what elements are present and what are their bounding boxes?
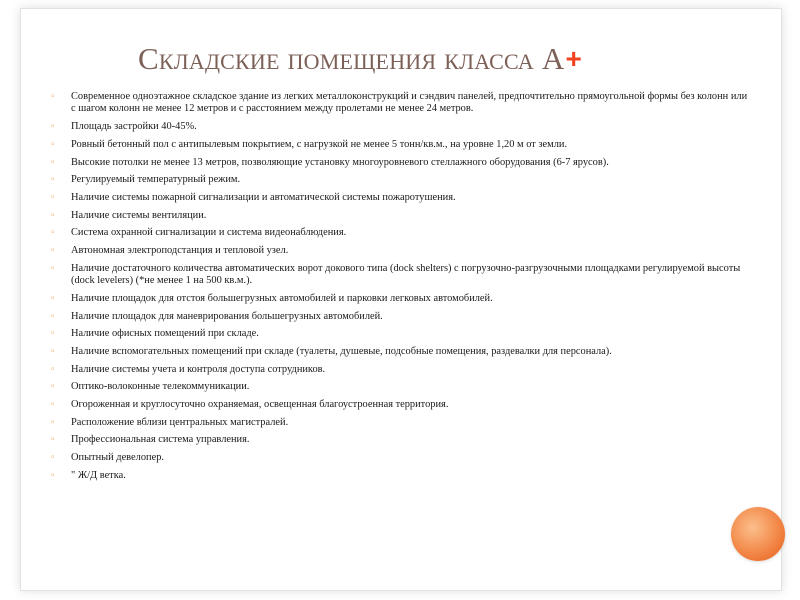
list-item [51, 192, 751, 204]
bullet-icon: ▫ [51, 399, 55, 411]
list-item [51, 434, 751, 446]
slide [20, 8, 782, 591]
bullet-icon: ▫ [51, 434, 55, 446]
list-item [51, 293, 751, 305]
bullet-icon: ▫ [51, 292, 55, 304]
list-item [51, 245, 751, 257]
list-item-text: Профессиональная система управления. [71, 434, 250, 446]
list-item-text: Наличие системы вентиляции. [71, 209, 207, 221]
bullet-icon: ▫ [51, 174, 55, 186]
list-item [51, 157, 751, 169]
list-item-text: Оптико-волоконные телекоммуникации. [71, 381, 250, 393]
bullet-icon: ▫ [51, 138, 55, 150]
list-item-text: Ровный бетонный пол с антипылевым покрытием, с нагрузкой не менее 5 тонн/кв.м., на уровне 1,20 м от земли. [71, 138, 568, 150]
bullet-icon: ▫ [51, 452, 55, 464]
list-item-text: Опытный девелопер. [71, 452, 164, 464]
list-item-text: Наличие достаточного количества автоматических ворот докового типа (dock shelters) с погрузочно-разгрузочными площадками регулируемой высоты (dock levelers) (*не менее 1 на 500 кв.м.). [71, 262, 741, 287]
list-item-text: Наличие системы учета и контроля доступа сотрудников. [71, 363, 326, 375]
decorative-circle [731, 507, 785, 561]
list-item [51, 364, 751, 376]
bullet-icon: ▫ [51, 469, 55, 481]
list-item-text: Наличие системы пожарной сигнализации и автоматической системы пожаротушения. [71, 191, 456, 203]
bullet-icon: ▫ [51, 345, 55, 357]
bullet-icon: ▫ [51, 328, 55, 340]
list-item-text: " Ж/Д ветка. [71, 469, 126, 481]
bullet-icon: ▫ [51, 121, 55, 133]
list-item [51, 121, 751, 133]
list-item-text: Наличие вспомогательных помещений при складе (туалеты, душевые, подсобные помещения, раздевалки для персонала). [71, 345, 612, 357]
bullet-icon: ▫ [51, 310, 55, 322]
slide-title [138, 43, 582, 74]
list-item-text: Современное одноэтажное складское здание из легких металлоконструкций и сэндвич панелей, предпочтительно прямоугольной формы без колонн или с шагом колонн не менее 12 метров и с расстоянием между пролетами не менее 24 метров. [71, 91, 748, 115]
list-item [51, 470, 751, 482]
bullet-icon: ▫ [51, 227, 55, 239]
bullet-list [51, 91, 751, 488]
list-item-text: Регулируемый температурный режим. [71, 174, 241, 186]
list-item [51, 174, 751, 186]
list-item-text: Наличие площадок для маневрирования большегрузных автомобилей. [71, 310, 383, 322]
slide-title-text: Складские помещения класса А [138, 41, 565, 76]
bullet-icon: ▫ [51, 245, 55, 257]
bullet-icon: ▫ [51, 209, 55, 221]
list-item-text: Система охранной сигнализации и система видеонаблюдения. [71, 227, 347, 239]
list-item [51, 263, 751, 288]
list-item [51, 139, 751, 151]
list-item-text: Автономная электроподстанция и тепловой узел. [71, 245, 289, 257]
bullet-icon: ▫ [51, 191, 55, 203]
bullet-icon: ▫ [51, 381, 55, 393]
list-item-text: Наличие офисных помещений при складе. [71, 328, 259, 340]
list-item [51, 381, 751, 393]
list-item [51, 91, 751, 116]
bullet-icon: ▫ [51, 416, 55, 428]
bullet-icon: ▫ [51, 91, 55, 102]
list-item [51, 399, 751, 411]
list-item [51, 227, 751, 239]
list-item [51, 210, 751, 222]
list-item-text: Площадь застройки 40-45%. [71, 121, 197, 133]
bullet-icon: ▫ [51, 262, 55, 274]
list-item-text: Огороженная и круглосуточно охраняемая, освещенная благоустроенная территория. [71, 399, 449, 411]
list-item [51, 328, 751, 340]
plus-icon: + [565, 43, 583, 74]
bullet-icon: ▫ [51, 363, 55, 375]
list-item [51, 452, 751, 464]
list-item [51, 311, 751, 323]
bullet-icon: ▫ [51, 156, 55, 168]
list-item-text: Расположение вблизи центральных магистралей. [71, 416, 289, 428]
list-item-text: Наличие площадок для отстоя большегрузных автомобилей и парковки легковых автомобилей. [71, 292, 493, 304]
list-item-text: Высокие потолки не менее 13 метров, позволяющие установку многоуровневого стеллажного оборудования (6-7 ярусов). [71, 156, 609, 168]
list-item [51, 346, 751, 358]
list-item [51, 417, 751, 429]
